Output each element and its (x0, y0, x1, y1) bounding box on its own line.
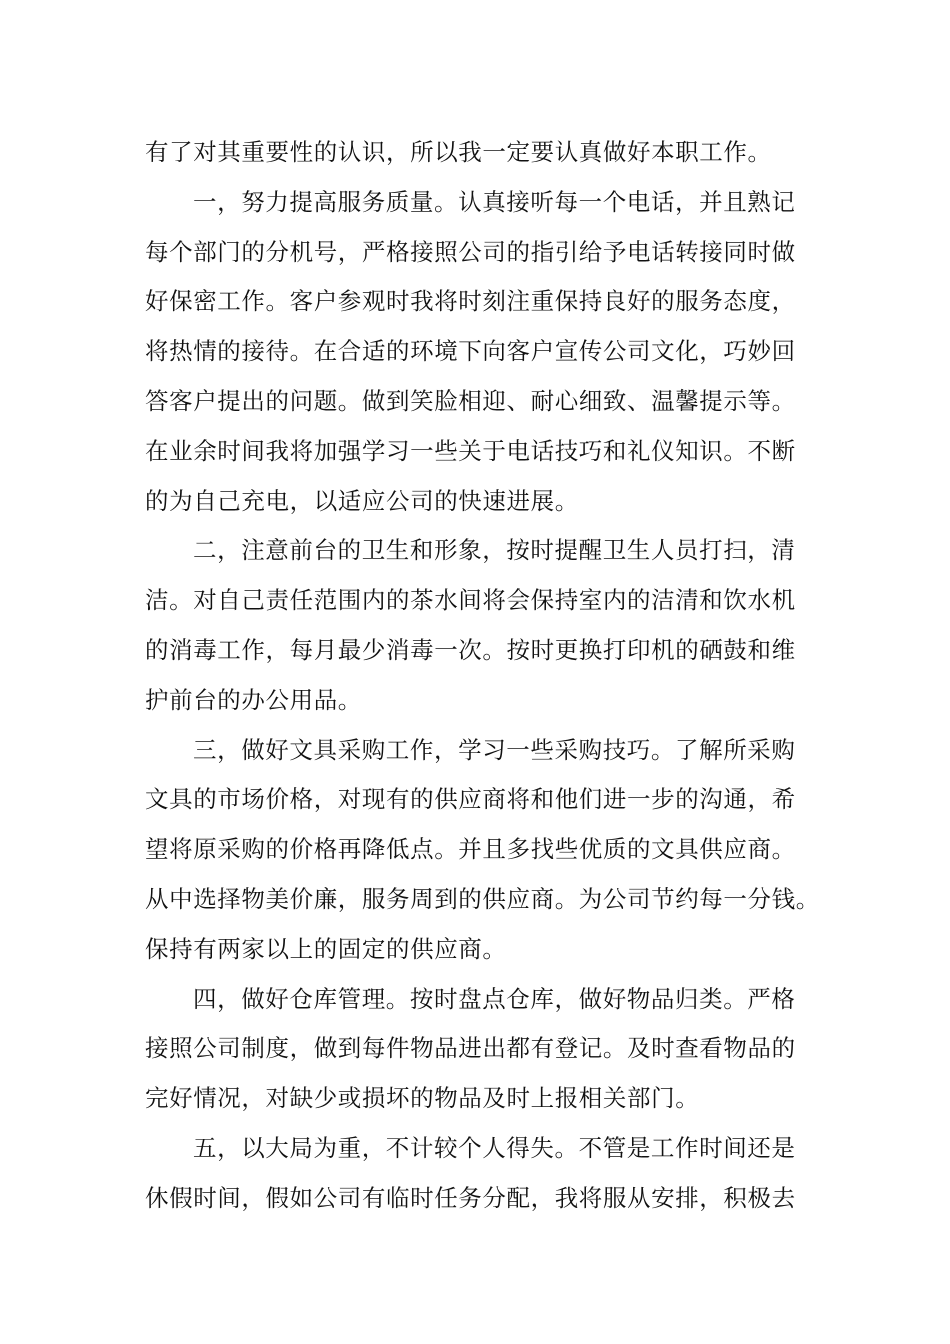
text-line: 的消毒工作，每月最少消毒一次。按时更换打印机的硒鼓和维 (145, 635, 796, 664)
text-line: 五，以大局为重，不计较个人得失。不管是工作时间还是 (193, 1133, 796, 1162)
text-line: 四，做好仓库管理。按时盘点仓库，做好物品归类。严格 (193, 984, 796, 1013)
text-line: 洁。对自己责任范围内的茶水间将会保持室内的洁清和饮水机 (145, 586, 796, 615)
text-line: 望将原采购的价格再降低点。并且多找些优质的文具供应商。 (145, 835, 796, 864)
text-line: 接照公司制度，做到每件物品进出都有登记。及时查看物品的 (145, 1034, 796, 1063)
text-line: 护前台的办公用品。 (145, 685, 362, 714)
text-line: 二，注意前台的卫生和形象，按时提醒卫生人员打扫，清 (193, 536, 796, 565)
text-line: 好保密工作。客户参观时我将时刻注重保持良好的服务态度， (145, 287, 796, 316)
text-line: 完好情况，对缺少或损坏的物品及时上报相关部门。 (145, 1084, 700, 1113)
text-line: 从中选择物美价廉，服务周到的供应商。为公司节约每一分钱。 (145, 884, 820, 913)
text-line: 休假时间，假如公司有临时任务分配，我将服从安排，积极去 (145, 1183, 796, 1212)
text-line: 一，努力提高服务质量。认真接听每一个电话，并且熟记 (193, 187, 796, 216)
text-line: 的为自己充电，以适应公司的快速进展。 (145, 486, 579, 515)
text-line: 三，做好文具采购工作，学习一些采购技巧。了解所采购 (193, 735, 796, 764)
text-line: 有了对其重要性的认识，所以我一定要认真做好本职工作。 (145, 138, 772, 166)
text-line: 每个部门的分机号，严格接照公司的指引给予电话转接同时做 (145, 237, 796, 266)
document-body (145, 128, 820, 1224)
text-line: 保持有两家以上的固定的供应商。 (145, 934, 507, 963)
text-line: 在业余时间我将加强学习一些关于电话技巧和礼仪知识。不断 (145, 436, 796, 465)
text-line: 答客户提出的问题。做到笑脸相迎、耐心细致、温馨提示等。 (145, 386, 796, 415)
text-line: 文具的市场价格，对现有的供应商将和他们进一步的沟通，希 (145, 785, 796, 814)
text-line: 将热情的接待。在合适的环境下向客户宣传公司文化，巧妙回 (145, 337, 796, 366)
